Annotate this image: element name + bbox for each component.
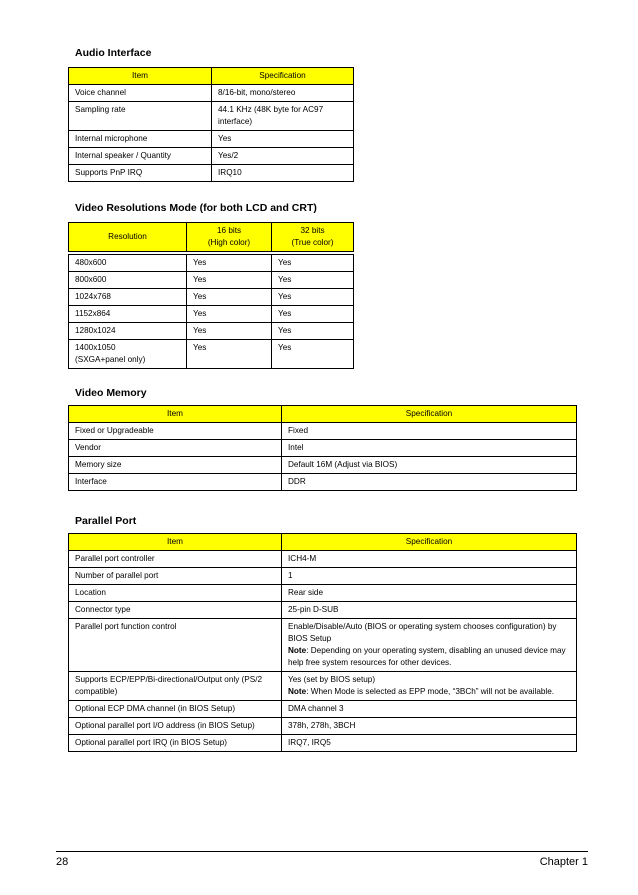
cell-16bit: Yes — [187, 340, 272, 369]
cell-item: Voice channel — [69, 85, 212, 102]
table-header-row — [69, 68, 354, 85]
table-row — [69, 718, 577, 735]
cell-spec: Fixed — [282, 423, 577, 440]
table-row — [69, 340, 354, 369]
table-row — [69, 165, 354, 182]
table-row — [69, 85, 354, 102]
cell-spec: Enable/Disable/Auto (BIOS or operating system chooses configuration) by BIOS Setup Note: Depending on your operating system, disabling an unused device may help free system resources for other devices. — [282, 619, 577, 672]
cell-item: Optional parallel port I/O address (in BIOS Setup) — [69, 718, 282, 735]
header-16bit: 16 bits (High color) — [187, 223, 272, 252]
table-header-row — [69, 223, 354, 252]
cell-item: Interface — [69, 474, 282, 491]
parallel-table — [68, 533, 577, 752]
cell-spec: Yes — [212, 131, 354, 148]
cell-spec: 1 — [282, 568, 577, 585]
cell-16bit: Yes — [187, 289, 272, 306]
cell-item: Supports ECP/EPP/Bi-directional/Output only (PS/2 compatible) — [69, 672, 282, 701]
cell-16bit: Yes — [187, 323, 272, 340]
cell-spec: IRQ7, IRQ5 — [282, 735, 577, 752]
cell-res: 1152x864 — [69, 306, 187, 323]
header-spec: Specification — [282, 534, 577, 551]
cell-spec: ICH4-M — [282, 551, 577, 568]
video-mem-table — [68, 405, 577, 491]
cell-item: Optional ECP DMA channel (in BIOS Setup) — [69, 701, 282, 718]
video-mem-section-title: Video Memory — [75, 387, 147, 399]
table-row — [69, 323, 354, 340]
footer-divider — [56, 851, 588, 852]
cell-32bit: Yes — [272, 289, 354, 306]
cell-item: Fixed or Upgradeable — [69, 423, 282, 440]
video-res-section-title: Video Resolutions Mode (for both LCD and CRT) — [75, 202, 317, 214]
cell-res: 480x600 — [69, 255, 187, 272]
cell-spec: Yes (set by BIOS setup) Note: When Mode is selected as EPP mode, “3BCh” will not be available. — [282, 672, 577, 701]
table-row — [69, 619, 577, 672]
header-item: Item — [69, 406, 282, 423]
cell-16bit: Yes — [187, 255, 272, 272]
table-row — [69, 474, 577, 491]
cell-spec: 378h, 278h, 3BCH — [282, 718, 577, 735]
table-row — [69, 568, 577, 585]
cell-spec: Yes/2 — [212, 148, 354, 165]
table-row — [69, 735, 577, 752]
cell-item: Internal speaker / Quantity — [69, 148, 212, 165]
cell-32bit: Yes — [272, 272, 354, 289]
table-row — [69, 551, 577, 568]
note-label: Note — [288, 646, 307, 655]
table-row — [69, 602, 577, 619]
cell-spec: Rear side — [282, 585, 577, 602]
cell-spec: IRQ10 — [212, 165, 354, 182]
table-row — [69, 672, 577, 701]
table-header-row — [69, 534, 577, 551]
cell-16bit: Yes — [187, 306, 272, 323]
cell-spec: 25-pin D-SUB — [282, 602, 577, 619]
parallel-section-title: Parallel Port — [75, 515, 137, 527]
header-32bit: 32 bits (True color) — [272, 223, 354, 252]
cell-res: 1280x1024 — [69, 323, 187, 340]
cell-item: Sampling rate — [69, 102, 212, 131]
video-res-table — [68, 222, 354, 369]
cell-res: 800x600 — [69, 272, 187, 289]
table-row — [69, 585, 577, 602]
cell-spec: Intel — [282, 440, 577, 457]
table-row — [69, 255, 354, 272]
cell-item: Internal microphone — [69, 131, 212, 148]
cell-item: Location — [69, 585, 282, 602]
cell-16bit: Yes — [187, 272, 272, 289]
table-row — [69, 457, 577, 474]
header-resolution: Resolution — [69, 223, 187, 252]
table-header-row — [69, 406, 577, 423]
table-row — [69, 289, 354, 306]
table-row — [69, 440, 577, 457]
cell-32bit: Yes — [272, 255, 354, 272]
cell-item: Supports PnP IRQ — [69, 165, 212, 182]
cell-item: Connector type — [69, 602, 282, 619]
cell-item: Parallel port controller — [69, 551, 282, 568]
header-spec: Specification — [212, 68, 354, 85]
cell-spec: DMA channel 3 — [282, 701, 577, 718]
header-spec: Specification — [282, 406, 577, 423]
cell-spec: DDR — [282, 474, 577, 491]
table-row — [69, 148, 354, 165]
table-row — [69, 131, 354, 148]
cell-item: Parallel port function control — [69, 619, 282, 672]
audio-table — [68, 67, 354, 182]
cell-spec: Default 16M (Adjust via BIOS) — [282, 457, 577, 474]
note-label: Note — [288, 687, 307, 696]
cell-32bit: Yes — [272, 323, 354, 340]
cell-32bit: Yes — [272, 340, 354, 369]
table-row — [69, 423, 577, 440]
cell-item: Number of parallel port — [69, 568, 282, 585]
cell-item: Memory size — [69, 457, 282, 474]
cell-res: 1400x1050 (SXGA+panel only) — [69, 340, 187, 369]
table-row — [69, 701, 577, 718]
header-item: Item — [69, 534, 282, 551]
cell-item: Optional parallel port IRQ (in BIOS Setup) — [69, 735, 282, 752]
table-row — [69, 102, 354, 131]
audio-section-title: Audio Interface — [75, 47, 152, 59]
cell-spec: 8/16-bit, mono/stereo — [212, 85, 354, 102]
table-row — [69, 272, 354, 289]
cell-32bit: Yes — [272, 306, 354, 323]
cell-spec: 44.1 KHz (48K byte for AC97 interface) — [212, 102, 354, 131]
page-number: 28 — [56, 856, 69, 868]
cell-item: Vendor — [69, 440, 282, 457]
cell-res: 1024x768 — [69, 289, 187, 306]
table-row — [69, 306, 354, 323]
header-item: Item — [69, 68, 212, 85]
chapter-label: Chapter 1 — [539, 856, 588, 868]
